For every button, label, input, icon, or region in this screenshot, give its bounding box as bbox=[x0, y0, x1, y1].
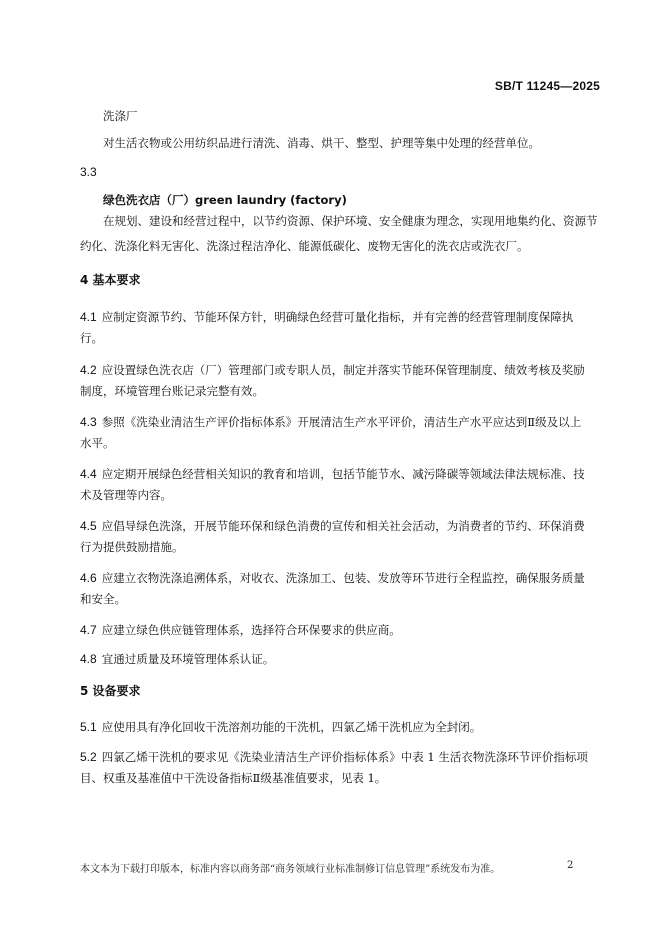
clause-4-6 bbox=[80, 567, 585, 586]
clause-4-2-line2: 制度，环境管理台账记录完整有效。 bbox=[80, 384, 264, 398]
clause-number: 4.5 bbox=[80, 519, 97, 533]
clause-number: 4.4 bbox=[80, 467, 97, 481]
clause-number: 4.1 bbox=[80, 310, 97, 324]
clause-4-1 bbox=[80, 306, 573, 325]
clause-number: 4.7 bbox=[80, 623, 97, 637]
clause-4-1-line2: 行。 bbox=[80, 331, 103, 345]
section-4-heading: 4 基本要求 bbox=[80, 273, 141, 287]
clause-5-1 bbox=[80, 716, 481, 735]
clause-4-4 bbox=[80, 463, 585, 482]
clause-4-5 bbox=[80, 515, 585, 534]
clause-text: 应定期开展绿色经营相关知识的教育和培训，包括节能节水、减污降碳等领域法律法规标准、技 bbox=[101, 467, 585, 481]
clause-3-3-number: 3.3 bbox=[80, 165, 97, 179]
clause-4-3 bbox=[80, 411, 581, 430]
clause-4-2 bbox=[80, 359, 585, 378]
clause-number: 5.1 bbox=[80, 720, 97, 734]
clause-5-2 bbox=[80, 746, 588, 765]
clause-5-2-line2: 目、权重及基准值中干洗设备指标Ⅱ级基准值要求，见表 1。 bbox=[80, 771, 387, 785]
page-number: 2 bbox=[567, 860, 574, 871]
clause-4-6-line2: 和安全。 bbox=[80, 592, 126, 606]
clause-4-5-line2: 行为提供鼓励措施。 bbox=[80, 540, 184, 554]
clause-4-3-line2: 水平。 bbox=[80, 436, 115, 450]
clause-number: 4.8 bbox=[80, 652, 97, 666]
clause-number: 5.2 bbox=[80, 750, 97, 764]
clause-text: 应建立绿色供应链管理体系，选择符合环保要求的供应商。 bbox=[101, 623, 401, 637]
clause-text: 应使用具有净化回收干洗溶剂功能的干洗机，四氯乙烯干洗机应为全封闭。 bbox=[101, 720, 482, 734]
clause-4-7 bbox=[80, 619, 401, 638]
document-code: SB/T 11245—2025 bbox=[494, 79, 600, 93]
term-3-3-title: 绿色洗衣店（厂）green laundry (factory) bbox=[103, 193, 347, 207]
clause-number: 4.2 bbox=[80, 363, 97, 377]
clause-text: 应设置绿色洗衣店（厂）管理部门或专职人员，制定并落实节能环保管理制度、绩效考核及奖励 bbox=[101, 363, 585, 377]
term-3-3-definition-line1: 在规划、建设和经营过程中，以节约资源、保护环境、安全健康为理念，实现用地集约化、资源节 bbox=[103, 214, 598, 228]
clause-4-8 bbox=[80, 648, 274, 667]
clause-text: 应建立衣物洗涤追溯体系，对收衣、洗涤加工、包装、发放等环节进行全程监控，确保服务质量 bbox=[101, 571, 585, 585]
clause-text: 宜通过质量及环境管理体系认证。 bbox=[101, 652, 275, 666]
term-3-3-definition-line2: 约化、洗涤化料无害化、洗涤过程洁净化、能源低碳化、废物无害化的洗衣店或洗衣厂。 bbox=[80, 239, 529, 253]
clause-text: 应制定资源节约、节能环保方针，明确绿色经营可量化指标，并有完善的经营管理制度保障执 bbox=[101, 310, 574, 324]
footer-note: 本文本为下载打印版本，标准内容以商务部“商务领域行业标准制修订信息管理”系统发布为准。 bbox=[80, 864, 501, 875]
section-5-heading: 5 设备要求 bbox=[80, 684, 141, 698]
clause-text: 四氯乙烯干洗机的要求见《洗染业清洁生产评价指标体系》中表 1 生活衣物洗涤环节评价指标项 bbox=[101, 750, 588, 764]
clause-number: 4.6 bbox=[80, 571, 97, 585]
term-3-2-title: 洗涤厂 bbox=[103, 109, 138, 123]
clause-number: 4.3 bbox=[80, 415, 97, 429]
clause-text: 应倡导绿色洗涤，开展节能环保和绿色消费的宣传和相关社会活动，为消费者的节约、环保消费 bbox=[101, 519, 585, 533]
clause-text: 参照《洗染业清洁生产评价指标体系》开展清洁生产水平评价，清洁生产水平应达到Ⅱ级及以上 bbox=[101, 415, 582, 429]
term-3-2-definition: 对生活衣物或公用纺织品进行清洗、消毒、烘干、整型、护理等集中处理的经营单位。 bbox=[103, 136, 540, 150]
clause-4-4-line2: 术及管理等内容。 bbox=[80, 488, 172, 502]
